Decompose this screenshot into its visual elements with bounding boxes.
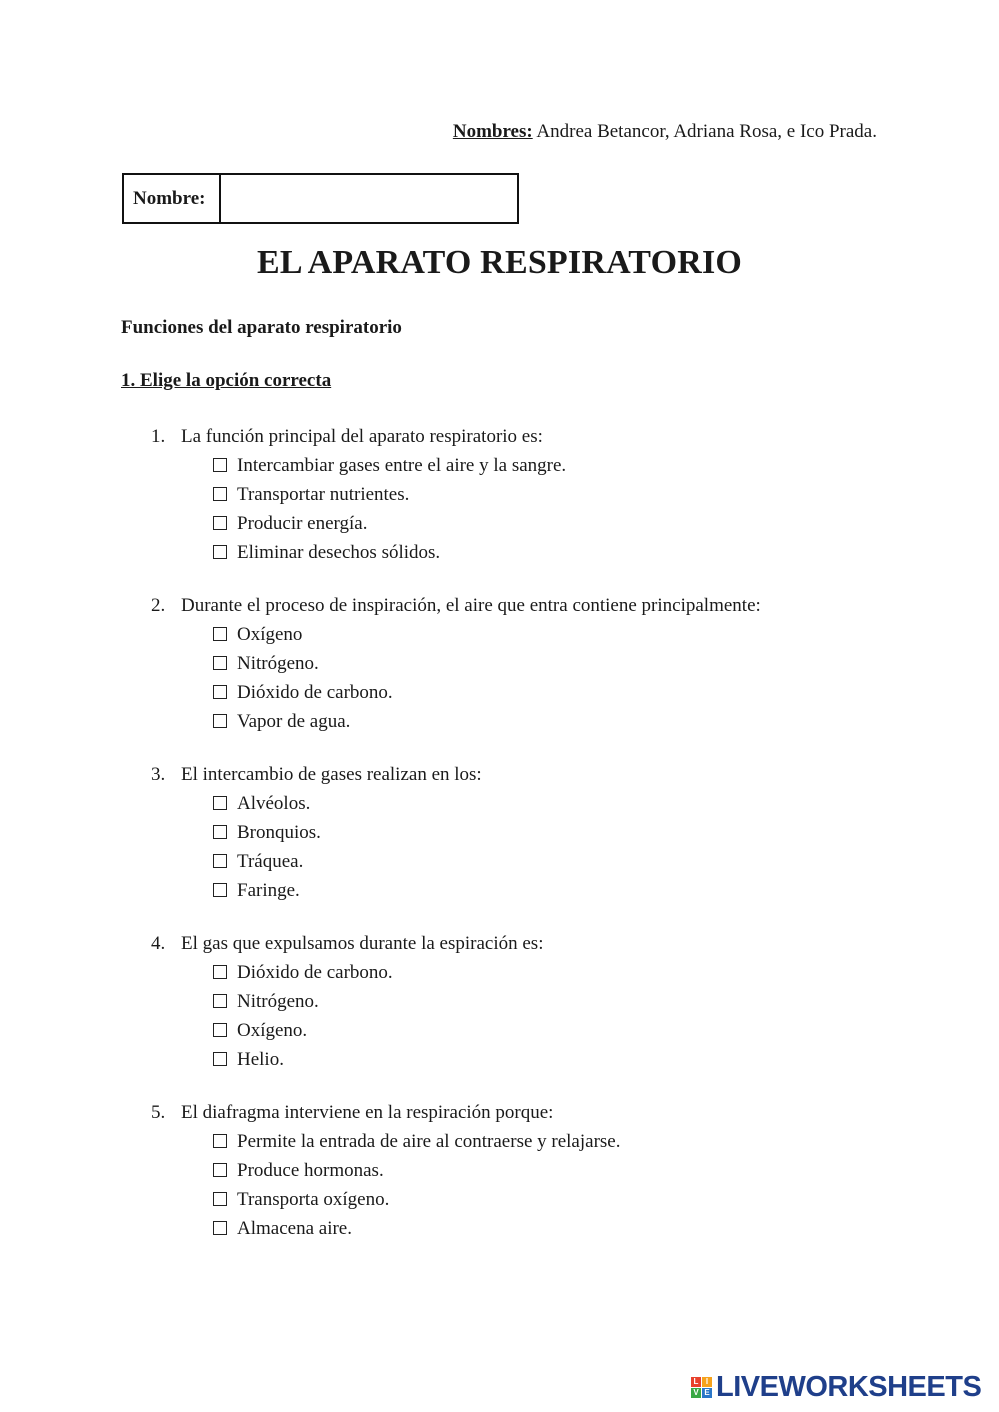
option-label: Transportar nutrientes. (237, 484, 410, 505)
option-item[interactable] (151, 707, 761, 736)
option-label: Nitrógeno. (237, 653, 319, 674)
option-label: Tráquea. (237, 851, 304, 872)
authors-value: Andrea Betancor, Adriana Rosa, e Ico Prada. (532, 121, 877, 142)
logo-badge-icon (691, 1377, 712, 1398)
option-list (151, 1127, 620, 1243)
checkbox-icon[interactable] (213, 685, 227, 699)
checkbox-icon[interactable] (213, 656, 227, 670)
question-text: La función principal del aparato respiratorio es: (181, 426, 543, 447)
question-number: 4. (151, 933, 166, 954)
checkbox-icon[interactable] (213, 1192, 227, 1206)
option-label: Almacena aire. (237, 1218, 352, 1239)
section-heading: Funciones del aparato respiratorio (121, 317, 402, 338)
question-line (151, 591, 761, 620)
option-item[interactable] (151, 538, 566, 567)
question (151, 929, 543, 1074)
logo-badge-letter: I (702, 1377, 712, 1387)
authors-line (453, 121, 877, 143)
logo-badge-letter: E (702, 1388, 712, 1398)
checkbox-icon[interactable] (213, 1134, 227, 1148)
question (151, 1098, 620, 1243)
option-label: Dióxido de carbono. (237, 682, 393, 703)
question-text: El diafragma interviene en la respiración porque: (181, 1102, 554, 1123)
checkbox-icon[interactable] (213, 994, 227, 1008)
checkbox-icon[interactable] (213, 545, 227, 559)
option-list (151, 451, 566, 567)
checkbox-icon[interactable] (213, 1023, 227, 1037)
option-item[interactable] (151, 678, 761, 707)
question-number: 3. (151, 764, 166, 785)
option-item[interactable] (151, 1156, 620, 1185)
name-box (122, 173, 519, 224)
option-list (151, 958, 543, 1074)
option-label: Helio. (237, 1049, 284, 1070)
option-label: Dióxido de carbono. (237, 962, 393, 983)
checkbox-icon[interactable] (213, 458, 227, 472)
question-line (151, 929, 543, 958)
option-label: Produce hormonas. (237, 1160, 384, 1181)
option-item[interactable] (151, 509, 566, 538)
option-label: Eliminar desechos sólidos. (237, 542, 441, 563)
checkbox-icon[interactable] (213, 965, 227, 979)
page-title: EL APARATO RESPIRATORIO (256, 244, 743, 281)
question-line (151, 1098, 620, 1127)
checkbox-icon[interactable] (213, 516, 227, 530)
question-number: 5. (151, 1102, 166, 1123)
option-item[interactable] (151, 1185, 620, 1214)
question-line (151, 760, 482, 789)
option-item[interactable] (151, 1016, 543, 1045)
option-item[interactable] (151, 876, 482, 905)
option-item[interactable] (151, 1045, 543, 1074)
option-item[interactable] (151, 451, 566, 480)
option-item[interactable] (151, 818, 482, 847)
option-item[interactable] (151, 987, 543, 1016)
question (151, 422, 566, 567)
option-item[interactable] (151, 480, 566, 509)
option-label: Bronquios. (237, 822, 321, 843)
question (151, 591, 761, 736)
checkbox-icon[interactable] (213, 1052, 227, 1066)
logo-badge-letter: V (691, 1388, 701, 1398)
option-label: Alvéolos. (237, 793, 311, 814)
checkbox-icon[interactable] (213, 796, 227, 810)
option-item[interactable] (151, 789, 482, 818)
question-text: El gas que expulsamos durante la espiración es: (181, 933, 544, 954)
option-label: Permite la entrada de aire al contraerse y relajarse. (237, 1131, 621, 1152)
option-label: Oxígeno (237, 624, 303, 645)
option-item[interactable] (151, 620, 761, 649)
option-label: Intercambiar gases entre el aire y la sangre. (237, 455, 567, 476)
question-number: 1. (151, 426, 166, 447)
option-label: Vapor de agua. (237, 711, 351, 732)
checkbox-icon[interactable] (213, 1221, 227, 1235)
option-list (151, 620, 761, 736)
option-item[interactable] (151, 1214, 620, 1243)
option-label: Transporta oxígeno. (237, 1189, 390, 1210)
option-item[interactable] (151, 958, 543, 987)
liveworksheets-logo (691, 1370, 982, 1403)
question-number: 2. (151, 595, 166, 616)
name-label: Nombre: (123, 174, 220, 223)
question-line (151, 422, 566, 451)
checkbox-icon[interactable] (213, 714, 227, 728)
option-item[interactable] (151, 847, 482, 876)
checkbox-icon[interactable] (213, 825, 227, 839)
checkbox-icon[interactable] (213, 627, 227, 641)
question (151, 760, 482, 905)
option-label: Oxígeno. (237, 1020, 308, 1041)
name-field-cell (220, 174, 518, 223)
checkbox-icon[interactable] (213, 487, 227, 501)
question-text: El intercambio de gases realizan en los: (181, 764, 482, 785)
authors-label: Nombres: (452, 121, 533, 142)
exercise-heading: 1. Elige la opción correcta (121, 370, 332, 391)
option-item[interactable] (151, 649, 761, 678)
option-item[interactable] (151, 1127, 620, 1156)
name-input[interactable] (221, 176, 517, 221)
checkbox-icon[interactable] (213, 854, 227, 868)
option-list (151, 789, 482, 905)
option-label: Nitrógeno. (237, 991, 319, 1012)
logo-text: LIVEWORKSHEETS (716, 1370, 982, 1403)
checkbox-icon[interactable] (213, 883, 227, 897)
checkbox-icon[interactable] (213, 1163, 227, 1177)
option-label: Faringe. (237, 880, 300, 901)
logo-badge-letter: L (691, 1377, 701, 1387)
option-label: Producir energía. (237, 513, 368, 534)
question-text: Durante el proceso de inspiración, el aire que entra contiene principalmente: (181, 595, 761, 616)
